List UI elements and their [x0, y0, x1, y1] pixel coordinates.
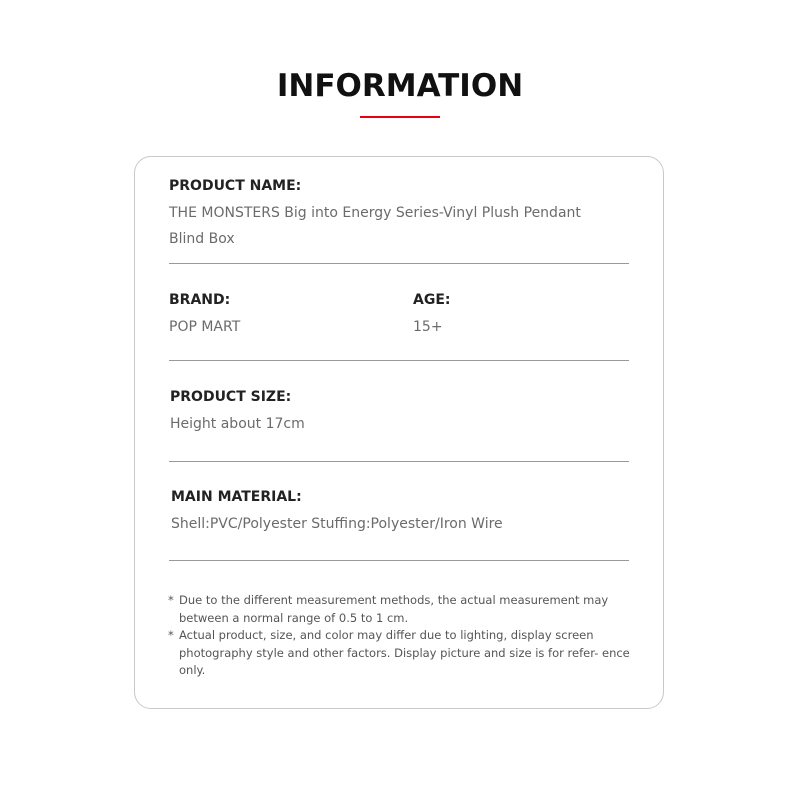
asterisk-icon: * — [168, 628, 174, 642]
product-size-value: Height about 17cm — [170, 416, 305, 432]
note-text: Due to the different measurement methods, the actual measurement may between a normal range of 0.5 to 1 cm. — [179, 593, 609, 625]
note-text: Actual product, size, and color may differ due to lighting, display screen photography style and other factors. Display picture and size is for refer- ence only. — [179, 628, 630, 677]
asterisk-icon: * — [168, 593, 174, 607]
note-item — [168, 592, 630, 627]
age-label: AGE: — [413, 292, 451, 308]
brand-value: POP MART — [169, 319, 241, 335]
disclaimer-notes — [168, 592, 630, 680]
note-item — [168, 627, 630, 680]
brand-label: BRAND: — [169, 292, 231, 308]
divider — [169, 560, 629, 561]
main-material-value: Shell:PVC/Polyester Stuffing:Polyester/Iron Wire — [171, 516, 503, 532]
title-underline — [360, 116, 440, 118]
product-name-value-line1: THE MONSTERS Big into Energy Series-Vinyl Plush Pendant — [169, 205, 581, 221]
product-size-label: PRODUCT SIZE: — [170, 389, 292, 405]
divider — [169, 263, 629, 264]
divider — [169, 461, 629, 462]
page-title: INFORMATION — [276, 68, 524, 104]
age-value: 15+ — [413, 319, 443, 335]
product-name-value-line2: Blind Box — [169, 231, 235, 247]
main-material-label: MAIN MATERIAL: — [171, 489, 302, 505]
divider — [169, 360, 629, 361]
product-name-label: PRODUCT NAME: — [169, 178, 302, 194]
